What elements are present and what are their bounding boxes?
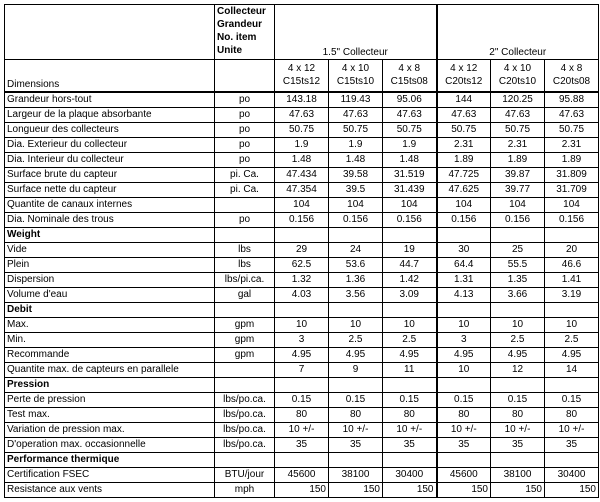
- value-cell: 10: [545, 317, 599, 332]
- row-label: Dia. Nominale des trous: [5, 212, 215, 227]
- table-row: [5, 392, 599, 407]
- value-cell: 1.48: [275, 152, 329, 167]
- row-unit: mph: [215, 482, 275, 497]
- value-cell: 10: [437, 317, 491, 332]
- value-cell: 150: [491, 482, 545, 497]
- value-cell: 104: [275, 197, 329, 212]
- value-cell: 95.06: [383, 92, 437, 108]
- value-cell: 80: [383, 407, 437, 422]
- header-meta-labels: [215, 5, 275, 60]
- value-cell: 2.31: [437, 137, 491, 152]
- value-cell: 10 +/-: [383, 422, 437, 437]
- section-empty-cell: [329, 452, 383, 467]
- value-cell: 30400: [545, 467, 599, 482]
- table-row: [5, 482, 599, 497]
- value-cell: 143.18: [275, 92, 329, 108]
- row-unit: po: [215, 137, 275, 152]
- row-unit: lbs/po.ca.: [215, 407, 275, 422]
- value-cell: 144: [437, 92, 491, 108]
- value-cell: 104: [329, 197, 383, 212]
- value-cell: 10 +/-: [491, 422, 545, 437]
- value-cell: 1.31: [437, 272, 491, 287]
- value-cell: 35: [491, 437, 545, 452]
- table-row: [5, 347, 599, 362]
- row-unit: BTU/jour: [215, 467, 275, 482]
- section-empty-cell: [437, 377, 491, 392]
- row-label: Surface nette du capteur: [5, 182, 215, 197]
- table-row: [5, 422, 599, 437]
- group-header-15: [275, 5, 437, 60]
- section-empty-cell: [275, 452, 329, 467]
- model-code: C20ts08: [552, 76, 591, 88]
- value-cell: 4.03: [275, 287, 329, 302]
- value-cell: 0.15: [545, 392, 599, 407]
- value-cell: 1.42: [383, 272, 437, 287]
- row-label: Volume d'eau: [5, 287, 215, 302]
- group-header-15-label: 1.5" Collecteur: [322, 47, 388, 58]
- value-cell: 31.439: [383, 182, 437, 197]
- model-header-c15ts12: [275, 60, 329, 92]
- value-cell: 2.5: [383, 332, 437, 347]
- value-cell: 35: [545, 437, 599, 452]
- section-empty-cell: [275, 227, 329, 242]
- row-label: Grandeur hors-tout: [5, 92, 215, 108]
- meta-label-item: No. item: [217, 32, 257, 43]
- value-cell: 0.15: [329, 392, 383, 407]
- model-size: 4 x 8: [560, 63, 583, 75]
- model-code: C15ts08: [390, 76, 428, 88]
- value-cell: 47.625: [437, 182, 491, 197]
- table-row: [5, 362, 599, 377]
- row-label: Dispersion: [5, 272, 215, 287]
- row-label: Resistance aux vents: [5, 482, 215, 497]
- meta-label-collecteur: Collecteur: [217, 6, 266, 17]
- table-row: [5, 122, 599, 137]
- value-cell: 31.519: [383, 167, 437, 182]
- row-unit: po: [215, 152, 275, 167]
- value-cell: 50.75: [383, 122, 437, 137]
- value-cell: 0.156: [275, 212, 329, 227]
- row-label: Test max.: [5, 407, 215, 422]
- model-header-c15ts10: [329, 60, 383, 92]
- group-header-20-label: 2" Collecteur: [489, 47, 547, 58]
- value-cell: 1.36: [329, 272, 383, 287]
- value-cell: 47.63: [491, 107, 545, 122]
- section-row: [5, 377, 599, 392]
- value-cell: 80: [491, 407, 545, 422]
- table-row: [5, 317, 599, 332]
- value-cell: 3.56: [329, 287, 383, 302]
- value-cell: 150: [437, 482, 491, 497]
- value-cell: 2.5: [491, 332, 545, 347]
- header-blank-cell: [5, 5, 215, 60]
- table-row: [5, 467, 599, 482]
- table-row: [5, 152, 599, 167]
- value-cell: 104: [491, 197, 545, 212]
- value-cell: 104: [437, 197, 491, 212]
- section-empty-cell: [329, 227, 383, 242]
- value-cell: 1.48: [329, 152, 383, 167]
- value-cell: 35: [329, 437, 383, 452]
- row-unit: pi. Ca.: [215, 167, 275, 182]
- row-unit: po: [215, 107, 275, 122]
- section-empty-cell: [275, 377, 329, 392]
- section-heading: Debit: [5, 302, 215, 317]
- value-cell: 46.6: [545, 257, 599, 272]
- value-cell: 62.5: [275, 257, 329, 272]
- value-cell: 1.89: [491, 152, 545, 167]
- spec-table-body: [5, 5, 599, 498]
- value-cell: 3.19: [545, 287, 599, 302]
- model-size: 4 x 8: [398, 63, 421, 75]
- value-cell: 10 +/-: [329, 422, 383, 437]
- table-row: [5, 242, 599, 257]
- value-cell: 1.32: [275, 272, 329, 287]
- value-cell: 3: [437, 332, 491, 347]
- row-label: Min.: [5, 332, 215, 347]
- value-cell: 10: [491, 317, 545, 332]
- section-empty-cell: [329, 302, 383, 317]
- value-cell: 2.31: [491, 137, 545, 152]
- value-cell: 35: [383, 437, 437, 452]
- row-unit: lbs/po.ca.: [215, 422, 275, 437]
- value-cell: 47.63: [329, 107, 383, 122]
- section-empty-cell: [437, 302, 491, 317]
- row-label: Surface brute du capteur: [5, 167, 215, 182]
- value-cell: 38100: [491, 467, 545, 482]
- value-cell: 44.7: [383, 257, 437, 272]
- value-cell: 53.6: [329, 257, 383, 272]
- row-label: Vide: [5, 242, 215, 257]
- value-cell: 14: [545, 362, 599, 377]
- value-cell: 1.9: [383, 137, 437, 152]
- value-cell: 0.156: [491, 212, 545, 227]
- section-empty-cell: [545, 302, 599, 317]
- unit-heading-blank: [215, 60, 275, 92]
- value-cell: 4.13: [437, 287, 491, 302]
- value-cell: 31.809: [545, 167, 599, 182]
- section-empty-cell: [491, 377, 545, 392]
- value-cell: 120.25: [491, 92, 545, 108]
- meta-label-grandeur: Grandeur: [217, 19, 263, 30]
- value-cell: 1.9: [329, 137, 383, 152]
- value-cell: 7: [275, 362, 329, 377]
- value-cell: 30: [437, 242, 491, 257]
- row-unit: lbs: [215, 257, 275, 272]
- value-cell: 11: [383, 362, 437, 377]
- value-cell: 80: [545, 407, 599, 422]
- value-cell: 47.63: [545, 107, 599, 122]
- row-unit: po: [215, 92, 275, 108]
- value-cell: 1.89: [545, 152, 599, 167]
- model-size: 4 x 10: [503, 63, 532, 75]
- value-cell: 25: [491, 242, 545, 257]
- value-cell: 119.43: [329, 92, 383, 108]
- model-header-c20ts12: [437, 60, 491, 92]
- value-cell: 20: [545, 242, 599, 257]
- value-cell: 0.15: [491, 392, 545, 407]
- dimensions-heading: Dimensions: [5, 60, 215, 92]
- row-label: Certification FSEC: [5, 467, 215, 482]
- value-cell: 39.58: [329, 167, 383, 182]
- value-cell: 38100: [329, 467, 383, 482]
- section-empty-cell: [545, 452, 599, 467]
- section-row: [5, 227, 599, 242]
- value-cell: 150: [383, 482, 437, 497]
- section-empty-cell: [383, 377, 437, 392]
- row-unit: po: [215, 212, 275, 227]
- row-label: Largeur de la plaque absorbante: [5, 107, 215, 122]
- value-cell: 150: [275, 482, 329, 497]
- row-label: Plein: [5, 257, 215, 272]
- value-cell: 45600: [437, 467, 491, 482]
- section-empty-cell: [383, 452, 437, 467]
- value-cell: 10: [329, 317, 383, 332]
- section-empty-cell: [437, 227, 491, 242]
- table-row: [5, 212, 599, 227]
- value-cell: 1.35: [491, 272, 545, 287]
- table-row: [5, 272, 599, 287]
- section-empty-cell: [491, 227, 545, 242]
- value-cell: 4.95: [329, 347, 383, 362]
- value-cell: 0.15: [275, 392, 329, 407]
- value-cell: 50.75: [491, 122, 545, 137]
- value-cell: 80: [275, 407, 329, 422]
- section-heading: Weight: [5, 227, 215, 242]
- header-row-models: [5, 60, 599, 92]
- value-cell: 9: [329, 362, 383, 377]
- row-unit: gpm: [215, 332, 275, 347]
- value-cell: 47.63: [383, 107, 437, 122]
- value-cell: 95.88: [545, 92, 599, 108]
- value-cell: 2.31: [545, 137, 599, 152]
- value-cell: 39.87: [491, 167, 545, 182]
- value-cell: 39.77: [491, 182, 545, 197]
- spec-table: [4, 4, 599, 498]
- meta-label-unite: Unite: [217, 45, 242, 56]
- value-cell: 10: [383, 317, 437, 332]
- table-row: [5, 137, 599, 152]
- value-cell: 0.156: [383, 212, 437, 227]
- value-cell: 10: [437, 362, 491, 377]
- value-cell: 10 +/-: [545, 422, 599, 437]
- model-header-c20ts08: [545, 60, 599, 92]
- row-unit: lbs/pi.ca.: [215, 272, 275, 287]
- value-cell: 104: [545, 197, 599, 212]
- section-empty-cell: [215, 377, 275, 392]
- table-row: [5, 182, 599, 197]
- value-cell: 4.95: [383, 347, 437, 362]
- section-heading: Pression: [5, 377, 215, 392]
- value-cell: 50.75: [545, 122, 599, 137]
- value-cell: 150: [329, 482, 383, 497]
- value-cell: 3.66: [491, 287, 545, 302]
- table-row: [5, 107, 599, 122]
- section-empty-cell: [383, 227, 437, 242]
- value-cell: 45600: [275, 467, 329, 482]
- row-unit: [215, 197, 275, 212]
- row-label: Longueur des collecteurs: [5, 122, 215, 137]
- row-label: Dia. Exterieur du collecteur: [5, 137, 215, 152]
- value-cell: 47.434: [275, 167, 329, 182]
- value-cell: 0.156: [437, 212, 491, 227]
- value-cell: 10: [275, 317, 329, 332]
- header-row-top: [5, 5, 599, 60]
- value-cell: 10 +/-: [437, 422, 491, 437]
- value-cell: 4.95: [491, 347, 545, 362]
- section-empty-cell: [215, 302, 275, 317]
- model-size: 4 x 12: [287, 63, 316, 75]
- value-cell: 47.725: [437, 167, 491, 182]
- value-cell: 0.15: [383, 392, 437, 407]
- value-cell: 1.41: [545, 272, 599, 287]
- value-cell: 50.75: [329, 122, 383, 137]
- value-cell: 31.709: [545, 182, 599, 197]
- value-cell: 4.95: [275, 347, 329, 362]
- value-cell: 2.5: [545, 332, 599, 347]
- value-cell: 50.75: [437, 122, 491, 137]
- row-label: D'operation max. occasionnelle: [5, 437, 215, 452]
- value-cell: 30400: [383, 467, 437, 482]
- value-cell: 50.75: [275, 122, 329, 137]
- value-cell: 47.354: [275, 182, 329, 197]
- row-label: Recommande: [5, 347, 215, 362]
- section-heading: Performance thermique: [5, 452, 215, 467]
- section-empty-cell: [215, 227, 275, 242]
- table-row: [5, 92, 599, 108]
- value-cell: 0.15: [437, 392, 491, 407]
- table-row: [5, 287, 599, 302]
- section-empty-cell: [329, 377, 383, 392]
- row-unit: gpm: [215, 347, 275, 362]
- value-cell: 39.5: [329, 182, 383, 197]
- row-unit: po: [215, 122, 275, 137]
- section-empty-cell: [383, 302, 437, 317]
- value-cell: 35: [275, 437, 329, 452]
- value-cell: 47.63: [275, 107, 329, 122]
- value-cell: 0.156: [545, 212, 599, 227]
- section-empty-cell: [275, 302, 329, 317]
- row-label: Dia. Interieur du collecteur: [5, 152, 215, 167]
- model-code: C15ts10: [336, 76, 375, 88]
- model-size: 4 x 12: [450, 63, 478, 75]
- model-header-c20ts10: [491, 60, 545, 92]
- row-unit: gpm: [215, 317, 275, 332]
- section-empty-cell: [491, 302, 545, 317]
- value-cell: 3.09: [383, 287, 437, 302]
- value-cell: 12: [491, 362, 545, 377]
- value-cell: 80: [437, 407, 491, 422]
- table-row: [5, 257, 599, 272]
- section-empty-cell: [545, 227, 599, 242]
- value-cell: 4.95: [545, 347, 599, 362]
- value-cell: 3: [275, 332, 329, 347]
- row-label: Perte de pression: [5, 392, 215, 407]
- value-cell: 55.5: [491, 257, 545, 272]
- value-cell: 104: [383, 197, 437, 212]
- group-header-20: [437, 5, 599, 60]
- value-cell: 150: [545, 482, 599, 497]
- row-label: Variation de pression max.: [5, 422, 215, 437]
- value-cell: 47.63: [437, 107, 491, 122]
- section-empty-cell: [437, 452, 491, 467]
- row-label: Quantite max. de capteurs en parallele: [5, 362, 215, 377]
- value-cell: 35: [437, 437, 491, 452]
- table-row: [5, 197, 599, 212]
- section-row: [5, 302, 599, 317]
- row-unit: pi. Ca.: [215, 182, 275, 197]
- value-cell: 19: [383, 242, 437, 257]
- table-row: [5, 332, 599, 347]
- value-cell: 24: [329, 242, 383, 257]
- value-cell: 10 +/-: [275, 422, 329, 437]
- table-row: [5, 437, 599, 452]
- value-cell: 29: [275, 242, 329, 257]
- table-row: [5, 167, 599, 182]
- value-cell: 1.9: [275, 137, 329, 152]
- model-code: C20ts12: [445, 76, 483, 88]
- value-cell: 0.156: [329, 212, 383, 227]
- row-unit: lbs: [215, 242, 275, 257]
- value-cell: 4.95: [437, 347, 491, 362]
- section-empty-cell: [491, 452, 545, 467]
- row-unit: [215, 362, 275, 377]
- row-label: Quantite de canaux internes: [5, 197, 215, 212]
- model-code: C15ts12: [282, 76, 321, 88]
- value-cell: 1.89: [437, 152, 491, 167]
- value-cell: 2.5: [329, 332, 383, 347]
- row-unit: lbs/po.ca.: [215, 437, 275, 452]
- section-empty-cell: [215, 452, 275, 467]
- value-cell: 64.4: [437, 257, 491, 272]
- row-unit: gal: [215, 287, 275, 302]
- row-label: Max.: [5, 317, 215, 332]
- model-code: C20ts10: [498, 76, 537, 88]
- value-cell: 80: [329, 407, 383, 422]
- section-empty-cell: [545, 377, 599, 392]
- model-size: 4 x 10: [341, 63, 370, 75]
- value-cell: 1.48: [383, 152, 437, 167]
- row-unit: lbs/po.ca.: [215, 392, 275, 407]
- table-row: [5, 407, 599, 422]
- model-header-c15ts08: [383, 60, 437, 92]
- section-row: [5, 452, 599, 467]
